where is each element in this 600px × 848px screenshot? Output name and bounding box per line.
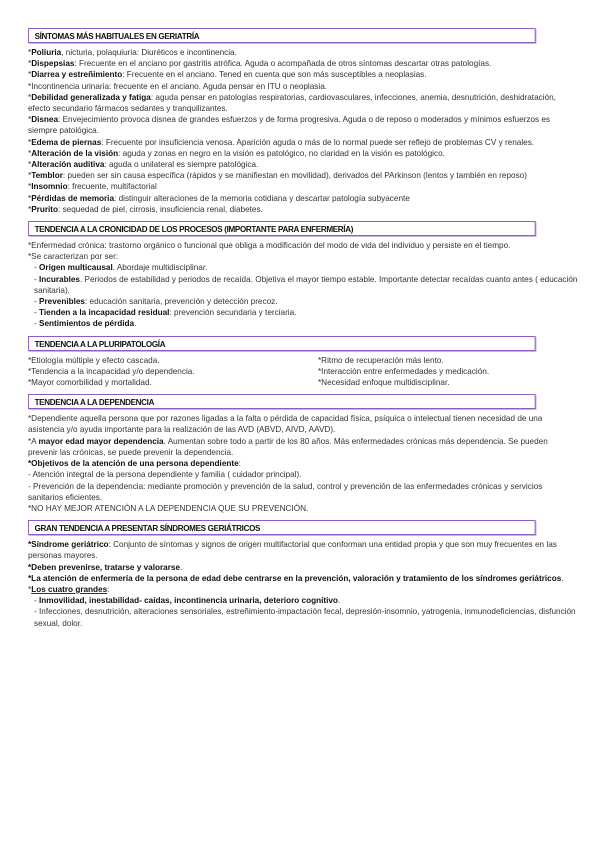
left-column [28,355,318,389]
right-column [318,355,568,389]
list-item: *Incontinencia urinaria: frecuente en el anciano. Aguda pensar en ITU o neoplasia. [28,81,328,91]
list-item: *Ritmo de recuperación más lento. [318,355,444,365]
bold-term: Pérdidas de memoria [31,193,115,203]
text: : [238,459,241,469]
bold-term: Dispepsias [31,59,75,69]
bold-term: Poliuria [31,48,62,57]
list-item: *Alteración auditiva: aguda o unilateral es siempre patológica. [28,160,259,170]
item-text: : aguda pensar en patologías respiratorias, cardiovasculares, infecciones, anemia, desnutrición, deshidratación, efecto secundario fármacos sedantes y tranquilizantes. [28,92,556,114]
section-cronicidad [28,221,578,330]
bold-term: Disnea [31,115,59,125]
bold-term: Debilidad generalizada y fatiga [31,92,151,102]
item-text: : distinguir alteraciones de la memoria cotidiana y descartar patología subyacente [114,193,410,203]
item-text: Incontinencia urinaria: frecuente en el anciano. Aguda pensar en ITU o neoplasia. [31,81,328,91]
text: *A [28,436,39,446]
item-text: : sequedad de piel, cirrosis, insuficiencia renal, diabetes. [58,204,263,214]
bold-term: Prevenibles [39,297,85,307]
paragraph [28,562,578,573]
paragraph: *NO HAY MEJOR ATENCIÓN A LA DEPENDENCIA QUE SU PREVENCIÓN. [28,503,309,513]
item-text: : Frecuente por insuficiencia venosa. Aparición aguda o más de lo normal puede ser reflejo de problemas CV y renales. [101,137,535,147]
list-item: *Prurito: sequedad de piel, cirrosis, insuficiencia renal, diabetes. [28,204,263,214]
list-item: *Insomnio: frecuente, multifactorial [28,182,157,192]
item-text: : frecuente, multifactorial [67,182,157,192]
item-text: : educación sanitaria, prevención y detección precoz. [84,297,278,307]
bold-term: Insomnio [31,182,68,192]
paragraph [28,436,578,458]
section-title: TENDENCIA A LA PLURIPATOLOGÍA [28,336,536,351]
list-item: *Etiología múltiple y efecto cascada. [28,355,160,365]
list-item: - Incurables. Periodos de estabilidad y periodos de recaída. Objetiva el mayor tiempo estable. Importante detectar recaídas cuanto antes ( educación sanitaria). [34,274,578,295]
section-sintomas [28,28,578,215]
list-cuatro-grandes [28,595,578,629]
bold-text: *Deben prevenirse, tratarse y valorarse [28,562,181,572]
list-item: *Diarrea y estreñimiento: Frecuente en el anciano. Tened en cuenta que son más susceptibles a neoplasias. [28,70,427,80]
section-title: SÍNTOMAS MÁS HABITUALES EN GERIATRÍA [28,28,536,43]
bold-term: Diarrea y estreñimiento [31,70,123,80]
paragraph: *Enfermedad crónica: trastorno orgánico o funcional que obliga a modificación del modo de vida del individuo y persiste en el tiempo. [28,241,511,251]
list-item: *Mayor comorbilidad y mortalidad. [28,378,152,388]
section-title: GRAN TENDENCIA A PRESENTAR SÍNDROMES GERIÁTRICOS [28,520,536,535]
document-page [28,28,578,635]
text: Infecciones, desnutrición, alteraciones sensoriales, estreñimiento-impactación fecal, depresión-insomnio, yatrogenia, inmunodeficiencias, disfunción sexual, dolor. [34,607,576,628]
bold-term: Temblor [31,171,63,181]
item-text: : pueden ser sin causa específica (rápidos y se manifiestan en movilidad), derivados del PArkinson (lentos y también en reposo) [62,171,527,181]
bold-term: Edema de piernas [31,137,102,147]
list-item: *Edema de piernas: Frecuente por insuficiencia venosa. Aparición aguda o más de lo normal puede ser reflejo de problemas CV y renales. [28,137,535,147]
list-item: *Interacción entre enfermedades y medicación. [318,366,490,376]
item-text: . [134,319,137,329]
list-item: - Inmovilidad, inestabilidad- caídas, incontinencia urinaria, deterioro cognitivo. [34,596,341,606]
paragraph: *Dependiente aquella persona que por razones ligadas a la falta o pérdida de capacidad física, psíquica o intelectual tienen necesidad de una asistencia y/o ayuda importante para la realización de las AVD (ABVD, AIVD, AAVD). [28,414,543,435]
bold-term: Prurito [31,204,59,214]
paragraph [28,458,578,469]
section-title: TENDENCIA A LA DEPENDENCIA [28,394,536,409]
list-item: *Debilidad generalizada y fatiga: aguda pensar en patologías respiratorias, cardiovasculares, infecciones, anemia, desnutrición, deshidratación, efecto secundario fármacos sedantes y tranquilizantes. [28,92,556,114]
section-sindromes [28,520,578,629]
list-item: - Prevenibles: educación sanitaria, prevención y detección precoz. [34,297,278,307]
item-text: . Abordaje multidisciplinar. [112,263,208,273]
list-item: *Poliuria, nicturia, polaquiuria: Diuréticos e incontinencia. [28,48,237,57]
list-item: *Temblor: pueden ser sin causa específica (rápidos y se manifiestan en movilidad), derivados del PArkinson (lentos y también en reposo) [28,171,527,181]
list-item: - Sentimientos de pérdida. [34,319,137,329]
paragraph [28,539,578,561]
list-cronicidad [28,262,578,329]
text: . [180,562,183,572]
text: : Conjunto de síntomas y signos de origen multifactorial que conforman una entidad propia y que son muy frecuentes en las personas mayores. [28,540,557,561]
two-column-list [28,355,578,389]
bold-text: *Objetivos de la atención de una persona dependiente [28,459,239,469]
bold-term: Origen multicausal [39,263,113,273]
bold-text: mayor edad mayor dependencia [38,436,164,446]
bold-term: Alteración de la visión [31,148,119,158]
list-item: - Tienden a la incapacidad residual: prevención secundaria y terciaria. [34,308,297,318]
item-text: . Periodos de estabilidad y periodos de recaída. Objetiva el mayor tiempo estable. Importante detectar recaídas cuanto antes ( educación sanitaria). [34,274,578,295]
paragraph: *Se caracterizan por ser: [28,252,119,262]
item-text: : Envejecimiento provoca disnea de grandes esfuerzos y de forma progresiva. Aguda o de reposo o moderados y mínimos esfuerzos es siempre patológica. [28,115,551,136]
item-text: : Frecuente en el anciano. Tened en cuenta que son más susceptibles a neoplasias. [122,70,427,80]
list-item: *Disnea: Envejecimiento provoca disnea de grandes esfuerzos y de forma progresiva. Aguda o de reposo o moderados y mínimos esfuerzos es siempre patológica. [28,115,551,136]
list-sintomas [28,47,578,215]
bold-term: Sentimientos de pérdida [39,319,135,329]
text: . [337,596,341,606]
bold-text: Inmovilidad, inestabilidad- caídas, incontinencia urinaria, deterioro cognitivo [39,596,338,606]
list-item: *Tendencia a la incapacidad y/o dependencia. [28,366,195,376]
item-text: : Frecuente en el anciano por gastritis atrófica. Aguda o acompañada de otros síntomas descartar otras patologías. [74,59,492,69]
list-item: *Dispepsias: Frecuente en el anciano por gastritis atrófica. Aguda o acompañada de otros síntomas descartar otras patologías. [28,59,492,69]
text: : [107,584,110,594]
section-title: TENDENCIA A LA CRONICIDAD DE LOS PROCESOS (IMPORTANTE PARA ENFERMERÍA) [28,221,536,236]
list-item: - Origen multicausal. Abordaje multidisciplinar. [34,263,208,273]
bold-text: *Síndrome geriátrico [28,540,109,550]
bold-term: Tienden a la incapacidad residual [39,308,170,318]
bold-underlined-text: Los cuatro grandes [31,584,108,594]
text: * [28,584,32,594]
paragraph [28,573,578,584]
paragraph: - Prevención de la dependencia: mediante promoción y prevención de la salud, control y prevención de las enfermedades crónicas y servicios sanitarios eficientes. [28,481,543,502]
item-text: : aguda y zonas en negro en la visión es patológico, no claridad en la visión es patológico. [118,148,445,158]
list-item: *Pérdidas de memoria: distinguir alteraciones de la memoria cotidiana y descartar patología subyacente [28,193,410,203]
bold-term: Incurables [39,274,80,284]
paragraph [28,584,578,595]
list-item: *Necesidad enfoque multidisciplinar. [318,378,450,388]
item-text: : prevención secundaria y terciaria. [169,308,297,318]
item-text: : aguda o unilateral es siempre patológica. [104,160,259,170]
paragraph: - Atención integral de la persona dependiente y familia ( cuidador principal). [28,470,302,480]
text: . [561,573,564,583]
list-item: - Infecciones, desnutrición, alteraciones sensoriales, estreñimiento-impactación fecal, depresión-insomnio, yatrogenia, inmunodeficiencias, disfunción sexual, dolor. [34,607,576,628]
list-item: *Alteración de la visión: aguda y zonas en negro en la visión es patológico, no claridad en la visión es patológico. [28,148,445,158]
item-text: , nicturia, polaquiuria: Diuréticos e incontinencia. [61,48,237,57]
bold-term: Alteración auditiva [31,160,105,170]
section-pluripatologia [28,336,578,389]
text: . Aumentan sobre todo a partir de los 80 años. Más enfermedades crónicas más dependencia. Se pueden prevenir las crónicas, se puede prevenir la dependencia. [28,436,548,457]
section-dependencia [28,394,578,514]
bold-text: *La atención de enfermería de la persona de edad debe centrarse en la prevención, valoración y tratamiento de los síndromes geriátricos [28,573,562,583]
